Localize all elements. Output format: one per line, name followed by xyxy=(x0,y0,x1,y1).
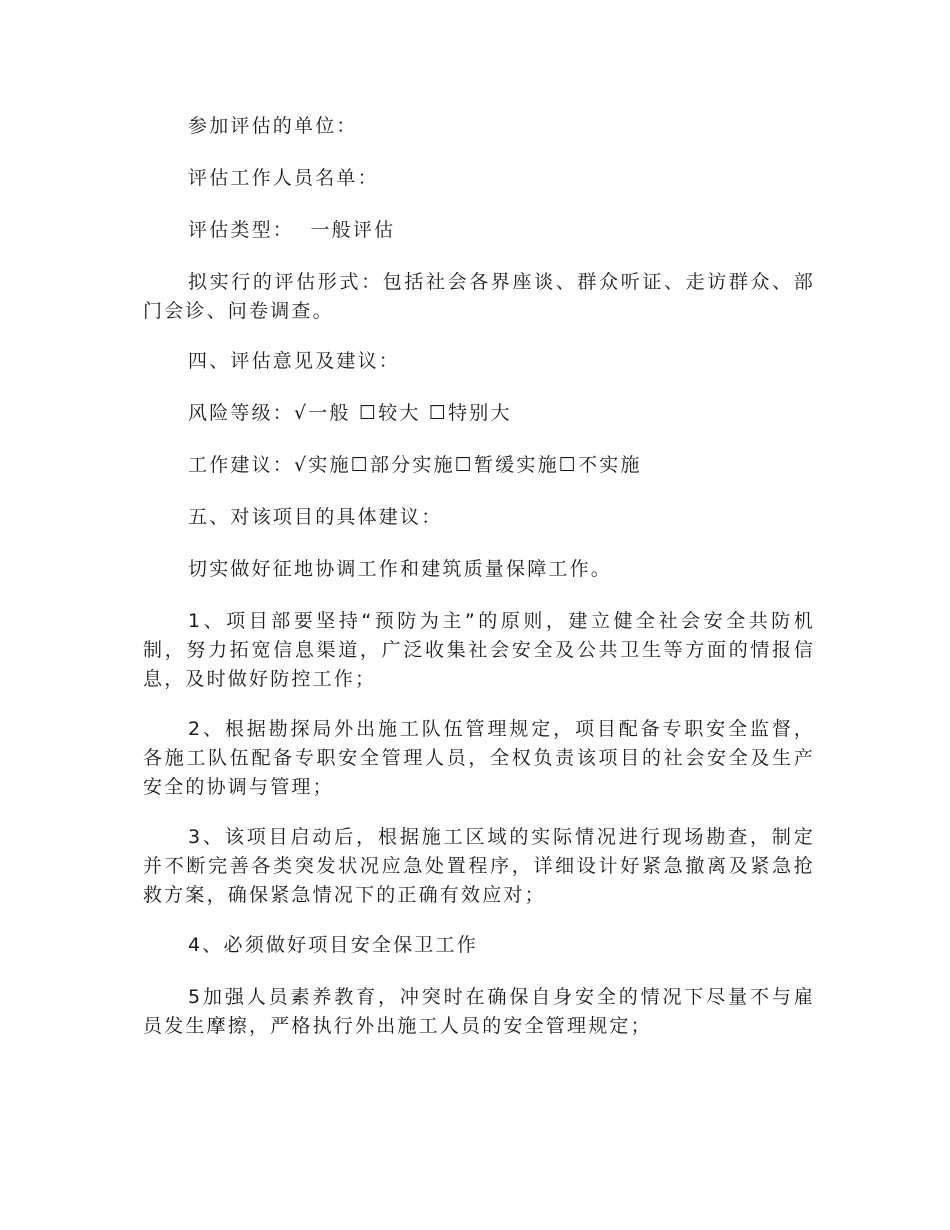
work-suggestion: 工作建议：√实施☐部分实施☐暂缓实施☐不实施 xyxy=(188,454,642,476)
evaluation-type: 评估类型： 一般评估 xyxy=(188,219,396,241)
suggestion-2: 2、根据勘探局外出施工队伍管理规定，项目配备专职安全监督，各施工队伍配备专职安全管理人员，全权负责该项目的社会安全及生产安全的协调与管理； xyxy=(143,718,815,798)
suggestion-4: 4、必须做好项目安全保卫工作 xyxy=(188,934,478,956)
suggestion-intro: 切实做好征地协调工作和建筑质量保障工作。 xyxy=(188,558,613,580)
section-five-heading: 五、对该项目的具体建议： xyxy=(188,506,443,528)
document-page xyxy=(143,112,815,1062)
section-four-heading: 四、评估意见及建议： xyxy=(188,350,401,372)
staff-list: 评估工作人员名单： xyxy=(188,167,379,189)
evaluation-form: 拟实行的评估形式：包括社会各界座谈、群众听证、走访群众、部门会诊、问卷调查。 xyxy=(143,271,815,322)
participating-units: 参加评估的单位： xyxy=(188,115,358,137)
risk-level: 风险等级：√一般 ☐较大 ☐特别大 xyxy=(188,402,512,424)
suggestion-3: 3、该项目启动后，根据施工区域的实际情况进行现场勘查，制定并不断完善各类突发状况应急处置程序，详细设计好紧急撤离及紧急抢救方案，确保紧急情况下的正确有效应对； xyxy=(143,826,815,906)
suggestion-5: 5加强人员素养教育，冲突时在确保自身安全的情况下尽量不与雇员发生摩擦，严格执行外出施工人员的安全管理规定； xyxy=(143,986,815,1037)
suggestion-1: 1、项目部要坚持“预防为主”的原则，建立健全社会安全共防机制，努力拓宽信息渠道，广泛收集社会安全及公共卫生等方面的情报信息，及时做好防控工作； xyxy=(143,610,815,690)
